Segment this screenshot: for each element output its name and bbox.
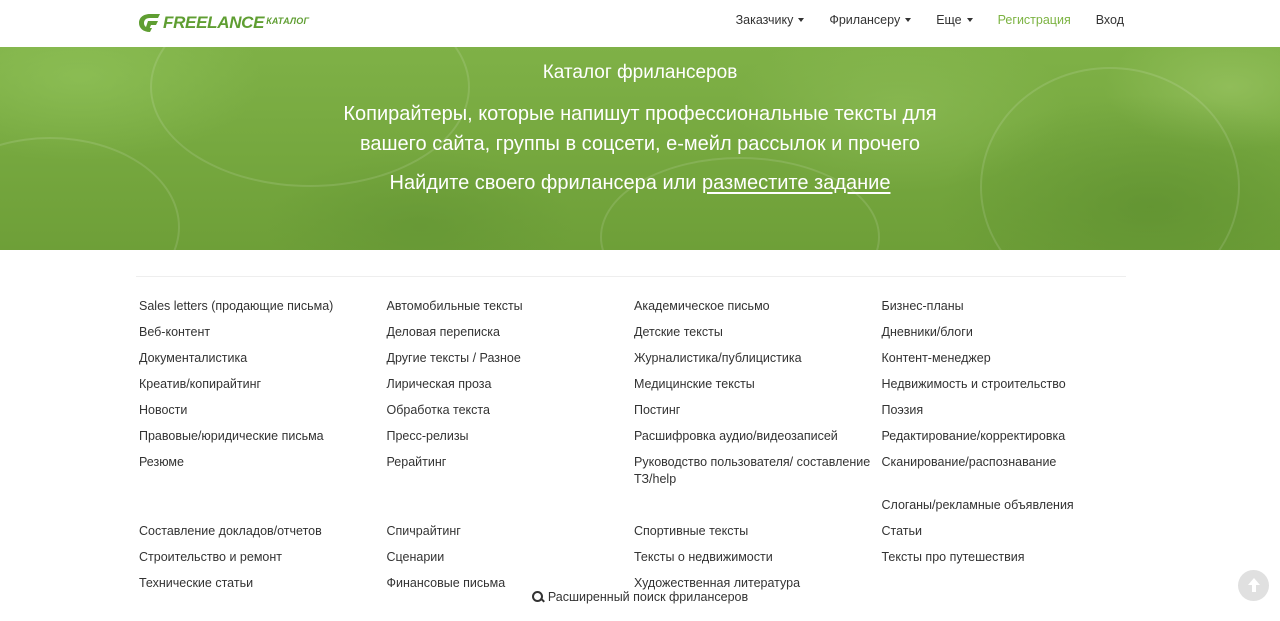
nav-customer[interactable] xyxy=(736,13,805,27)
nav-register[interactable] xyxy=(998,13,1071,27)
hero-subtitle xyxy=(0,99,1280,159)
category-link[interactable]: Художественная литература xyxy=(634,576,801,590)
category-link[interactable]: Недвижимость и строительство xyxy=(881,377,1066,391)
category-link[interactable]: Веб-контент xyxy=(139,325,211,339)
category-link[interactable]: Креатив/копирайтинг xyxy=(139,377,262,391)
category-link[interactable]: Новости xyxy=(139,403,188,417)
category-link[interactable]: Пресс-релизы xyxy=(386,429,469,443)
category-link[interactable]: Спортивные тексты xyxy=(634,524,749,538)
search-icon xyxy=(532,591,544,603)
category-link[interactable]: Дневники/блоги xyxy=(881,325,973,339)
category-link[interactable]: Журналистика/публицистика xyxy=(634,351,802,365)
category-link[interactable]: Спичрайтинг xyxy=(386,524,461,538)
category-row xyxy=(139,549,1129,575)
caret-down-icon xyxy=(967,18,973,22)
hero-banner xyxy=(0,47,1280,250)
hero-title: Каталог фрилансеров xyxy=(542,62,738,83)
category-link[interactable]: Редактирование/корректировка xyxy=(881,429,1066,443)
category-row xyxy=(139,402,1129,428)
category-link[interactable]: Деловая переписка xyxy=(386,325,500,339)
header xyxy=(0,0,1280,47)
nav-register-label: Регистрация xyxy=(997,13,1071,27)
divider xyxy=(136,276,1126,277)
category-row xyxy=(139,376,1129,402)
hero-cta-text: Найдите своего фрилансера или xyxy=(389,172,703,194)
category-link[interactable]: Рерайтинг xyxy=(386,455,447,469)
category-link[interactable]: Расшифровка аудио/видеозаписей xyxy=(634,429,838,443)
category-link[interactable]: Лирическая проза xyxy=(386,377,492,391)
nav-freelancer-label: Фрилансеру xyxy=(829,13,901,27)
post-task-link[interactable]: разместите задание xyxy=(702,172,891,194)
logo[interactable] xyxy=(136,10,309,36)
category-link[interactable]: Медицинские тексты xyxy=(634,377,755,391)
category-link[interactable]: Сценарии xyxy=(386,550,445,564)
category-row xyxy=(139,428,1129,454)
category-link[interactable]: Правовые/юридические письма xyxy=(139,429,324,443)
hero-cta xyxy=(0,172,1280,195)
category-link[interactable]: Академическое письмо xyxy=(634,299,770,313)
logo-sub: КАТАЛОГ xyxy=(266,15,310,26)
nav-login[interactable] xyxy=(1096,13,1124,27)
category-link[interactable]: Статьи xyxy=(881,524,923,538)
category-link[interactable]: Детские тексты xyxy=(634,325,723,339)
category-link[interactable]: Документалистика xyxy=(139,351,248,365)
category-link[interactable]: Финансовые письма xyxy=(386,576,506,590)
category-link[interactable]: Контент-менеджер xyxy=(881,351,991,365)
category-link[interactable]: Слоганы/рекламные объявления xyxy=(881,498,1074,512)
logo-text: FREELANCE xyxy=(163,13,265,32)
nav-freelancer[interactable] xyxy=(829,13,911,27)
category-link[interactable]: Постинг xyxy=(634,403,681,417)
category-grid xyxy=(139,298,1129,601)
category-link[interactable]: Другие тексты / Разное xyxy=(386,351,521,365)
category-row xyxy=(139,454,1129,497)
freelance-logo-icon xyxy=(136,12,162,34)
category-row xyxy=(139,497,1129,523)
category-link[interactable]: Строительство и ремонт xyxy=(139,550,282,564)
category-link[interactable]: Технические статьи xyxy=(139,576,254,590)
hero-subtitle-line1: Копирайтеры, которые напишут профессиональные тексты для xyxy=(343,103,937,125)
category-link[interactable]: Поэзия xyxy=(881,403,924,417)
category-link[interactable]: Обработка текста xyxy=(386,403,490,417)
category-empty-cell xyxy=(387,497,635,523)
category-row xyxy=(139,298,1129,324)
category-link[interactable]: Составление докладов/отчетов xyxy=(139,524,322,538)
hero-subtitle-line2: вашего сайта, группы в соцсети, е-мейл рассылок и прочего xyxy=(359,133,921,155)
advanced-search-label: Расширенный поиск фрилансеров xyxy=(547,590,749,604)
category-row xyxy=(139,523,1129,549)
main-nav xyxy=(711,0,1124,40)
nav-more-label: Еще xyxy=(936,13,962,27)
category-link[interactable]: Тексты о недвижимости xyxy=(634,550,773,564)
category-link[interactable]: Бизнес-планы xyxy=(881,299,964,313)
nav-customer-label: Заказчику xyxy=(735,13,794,27)
category-link[interactable]: Автомобильные тексты xyxy=(386,299,523,313)
nav-more[interactable] xyxy=(936,13,972,27)
nav-login-label: Вход xyxy=(1095,13,1124,27)
arrow-up-icon xyxy=(1247,578,1261,594)
category-row xyxy=(139,324,1129,350)
scroll-to-top-button[interactable] xyxy=(1238,570,1269,601)
caret-down-icon xyxy=(905,18,911,22)
category-link[interactable]: Сканирование/распознавание xyxy=(881,455,1057,469)
category-link[interactable]: Резюме xyxy=(139,455,184,469)
caret-down-icon xyxy=(798,18,804,22)
advanced-search-link[interactable] xyxy=(0,590,1280,604)
category-link[interactable]: Руководство пользователя/ составление ТЗ/help xyxy=(634,455,871,486)
category-link[interactable]: Тексты про путешествия xyxy=(881,550,1025,564)
category-link[interactable]: Sales letters (продающие письма) xyxy=(139,299,334,313)
category-empty-cell xyxy=(139,497,387,523)
category-empty-cell xyxy=(634,497,882,523)
category-row xyxy=(139,350,1129,376)
